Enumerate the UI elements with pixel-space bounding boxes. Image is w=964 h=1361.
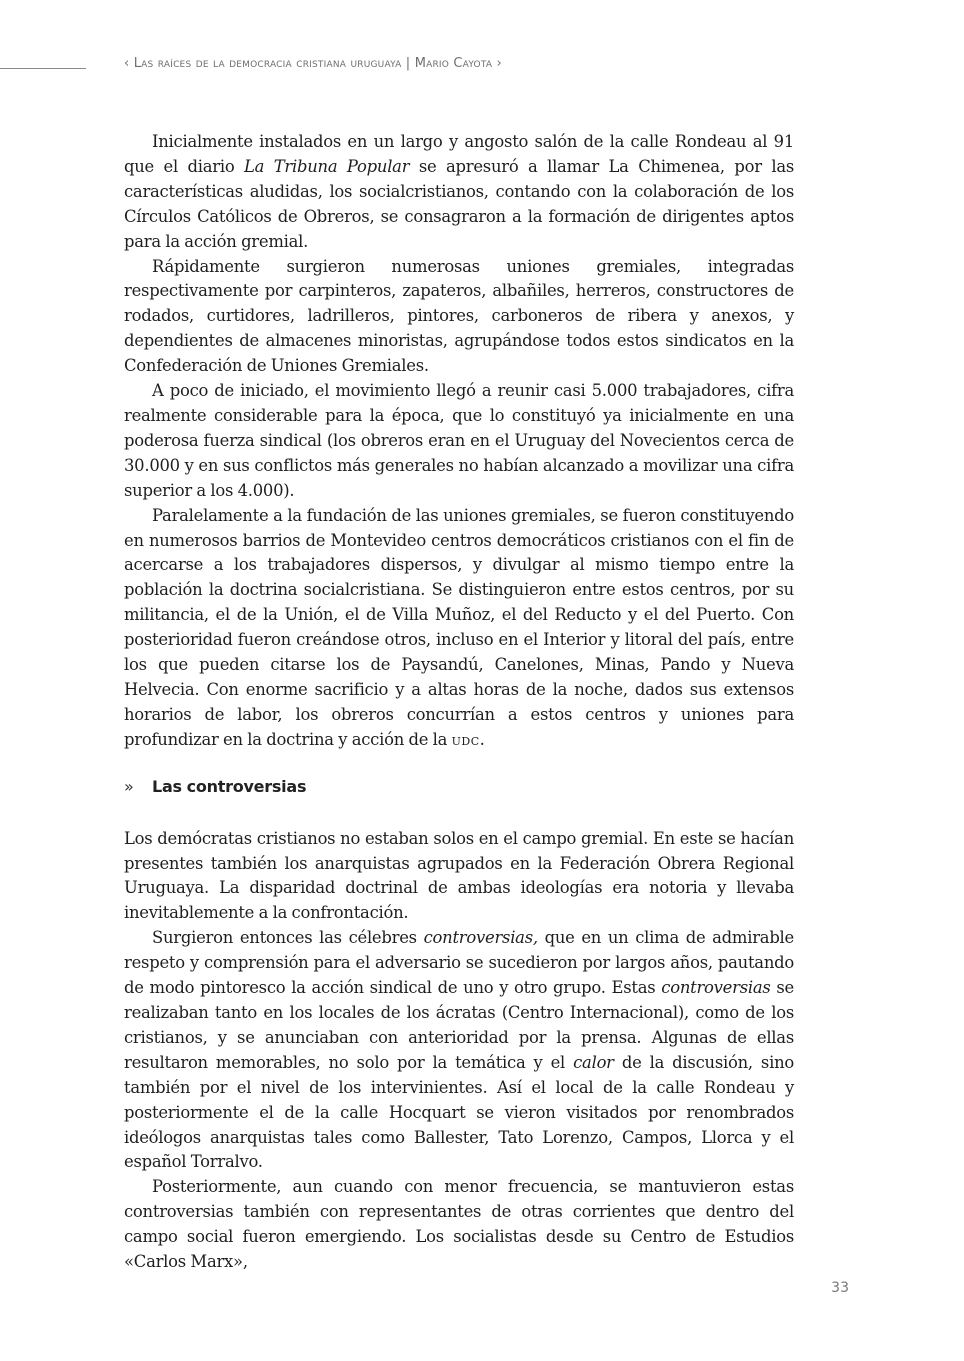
paragraph-1: Inicialmente instalados en un largo y angosto salón de la calle Rondeau al 91 que el diario La Tribuna Popular se apresuró a llamar La Chimenea, por las características aludidas, los socialcristianos, contando con la colaboración de los Círculos Católicos de Obreros, se consagraron a la formación de dirigentes aptos para la acción gremial. — [124, 132, 794, 251]
section-heading — [124, 775, 794, 800]
section-marker: » — [124, 776, 134, 796]
paragraph-5: Los demócratas cristianos no estaban solos en el campo gremial. En este se hacían presentes también los anarquistas agrupados en la Federación Obrera Regional Uruguaya. La disparidad doctrinal de ambas ideologías era notoria y llevaba inevitablemente a la confrontación. — [124, 828, 794, 923]
header-rule — [0, 68, 86, 69]
section-title: Las controversias — [152, 776, 307, 796]
paragraph-3: A poco de iniciado, el movimiento llegó a reunir casi 5.000 trabajadores, cifra realmente considerable para la época, que lo constituyó ya inicialmente en una poderosa fuerza sindical (los obreros eran en el Uruguay del Novecientos cerca de 30.000 y en sus conflictos más generales no habían alcanzado a movilizar una cifra superior a los 4.000). — [124, 381, 794, 500]
paragraph-2: Rápidamente surgieron numerosas uniones gremiales, integradas respectivamente por carpinteros, zapateros, albañiles, herreros, constructores de rodados, curtidores, ladrilleros, pintores, carboneros de ribera y anexos, y dependientes de almacenes minoristas, agrupándose todos estos sindicatos en la Confederación de Uniones Gremiales. — [124, 256, 794, 376]
running-head: ‹ Las raíces de la democracia cristiana uruguaya | Mario Cayota › — [124, 56, 502, 71]
page-body — [124, 130, 794, 1275]
paragraph-6: Surgieron entonces las célebres controversias, que en un clima de admirable respeto y comprensión para el adversario se sucedieron por largos años, pautando de modo pintoresco la acción sindical de uno y otro grupo. Estas controversias se realizaban tanto en los locales de los ácratas (Centro Internacional), como de los cristianos, y se anunciaban con anterioridad por la prensa. Algunas de ellas resultaron memorables, no solo por la temática y el calor de la discusión, sino también por el nivel de los intervinientes. Así el local de la calle Rondeau y posteriormente el de la calle Hocquart se vieron visitados por renombrados ideólogos anarquistas tales como Ballester, Tato Lorenzo, Campos, Llorca y el español Torralvo. — [124, 928, 795, 1172]
paragraph-4: Paralelamente a la fundación de las uniones gremiales, se fueron constituyendo en numerosos barrios de Montevideo centros democráticos cristianos con el fin de acercarse a los trabajadores dispersos, y divulgar al mismo tiempo entre la población la doctrina socialcristiana. Se distinguieron entre estos centros, por su militancia, el de la Unión, el de Villa Muñoz, el del Reducto y el del Puerto. Con posterioridad fueron creándose otros, incluso en el Interior y litoral del país, entre los que pueden citarse los de Paysandú, Canelones, Minas, Pando y Nueva Helvecia. Con enorme sacrificio y a altas horas de la noche, dados sus extensos horarios de labor, los obreros concurrían a estos centros y uniones para profundizar en la doctrina y acción de la udc. — [124, 505, 794, 749]
newspaper-title: La Tribuna Popular — [244, 156, 410, 176]
udc-acronym: udc — [451, 729, 480, 749]
paragraph-7: Posteriormente, aun cuando con menor frecuencia, se mantuvieron estas controversias también con representantes de otras corrientes que dentro del campo social fueron emergiendo. Los socialistas desde su Centro de Estudios «Carlos Marx», — [124, 1177, 794, 1272]
page-number: 33 — [831, 1280, 849, 1296]
